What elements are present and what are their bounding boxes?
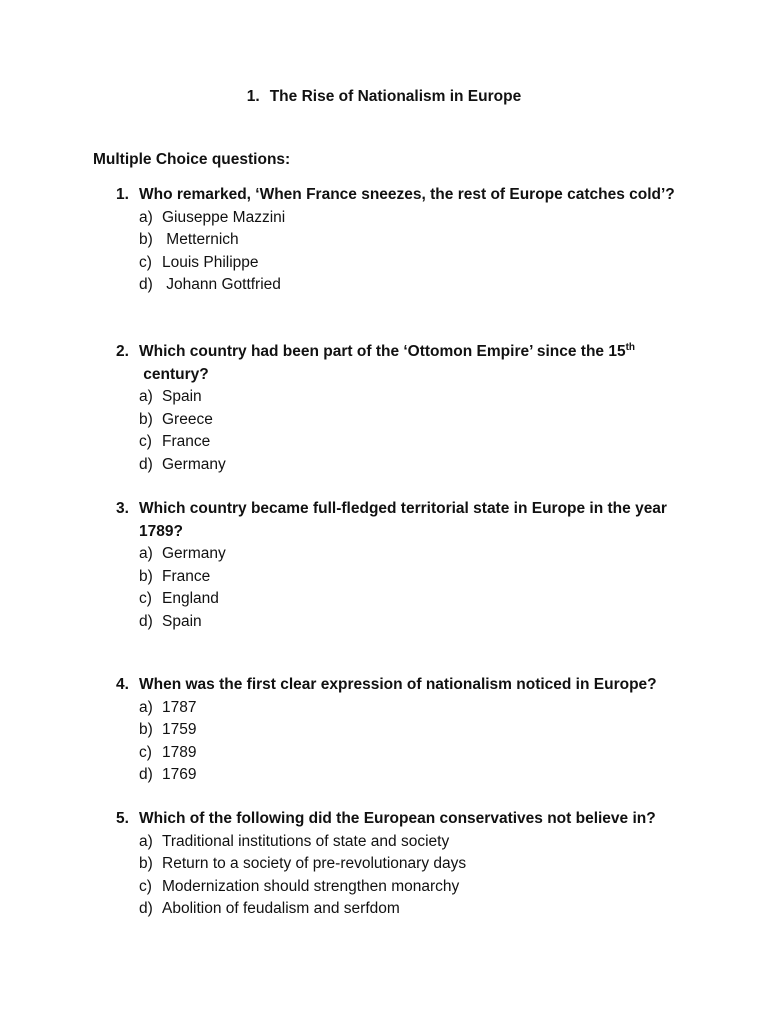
option-text: Germany [162,455,226,473]
question-text [139,341,676,386]
option-letter: d) [139,900,153,917]
question-5 [116,808,676,921]
option-text: Greece [162,410,213,428]
option-letter: d) [139,455,153,473]
option-c [139,431,676,454]
option-a [139,543,676,566]
option-letter: b) [139,855,153,872]
question-text-tail: century? [139,365,209,383]
option-d [139,611,676,634]
option-d [139,274,676,297]
option-d [139,898,676,921]
option-letter: c) [139,433,152,450]
option-d [139,764,676,787]
option-text: Germany [162,545,226,562]
option-a [139,831,676,854]
option-text: 1789 [162,743,197,761]
option-a [139,697,676,720]
option-text: France [162,567,211,585]
option-text: Louis Philippe [162,253,259,271]
option-letter: b) [139,567,153,585]
options-list [139,386,676,476]
title-number: 1. [246,88,260,105]
option-text: Spain [162,612,202,630]
question-3 [116,498,676,633]
option-letter: c) [139,253,152,271]
question-number: 1. [116,186,129,203]
question-number: 3. [116,500,129,517]
option-letter: b) [139,231,153,248]
options-list [139,831,676,921]
option-c [139,876,676,899]
option-text: Metternich [162,231,239,248]
option-letter: a) [139,698,153,716]
option-b [139,566,676,589]
option-letter: d) [139,612,153,630]
option-c [139,252,676,275]
option-letter: a) [139,832,153,850]
option-letter: a) [139,545,153,562]
option-a [139,207,676,230]
question-text-main: Which country had been part of the ‘Ottomon Empire’ since the 15 [139,343,626,360]
option-letter: b) [139,721,153,738]
question-text: Which of the following did the European conservatives not believe in? [139,810,656,827]
option-text: Johann Gottfried [162,276,281,293]
section-heading: Multiple Choice questions: [93,151,291,168]
option-letter: c) [139,590,152,607]
option-text: Abolition of feudalism and serfdom [162,900,400,917]
options-list [139,543,676,633]
option-b [139,853,676,876]
question-2 [116,341,676,476]
option-text: Traditional institutions of state and society [162,832,450,850]
question-number: 2. [116,343,129,360]
ordinal-superscript: th [625,341,636,353]
option-d [139,454,676,477]
question-1 [116,184,676,297]
option-c [139,588,676,611]
option-letter: d) [139,766,153,783]
option-text: 1759 [162,721,197,738]
option-text: England [162,590,219,607]
option-b [139,719,676,742]
option-letter: a) [139,388,153,405]
option-letter: d) [139,276,153,293]
option-text: Modernization should strengthen monarchy [162,877,460,895]
option-letter: c) [139,877,152,895]
option-text: France [162,433,211,450]
option-b [139,409,676,432]
option-b [139,229,676,252]
question-number: 4. [116,676,129,693]
option-text: Spain [162,388,202,405]
question-number: 5. [116,810,129,827]
question-text: Which country became full-fledged territorial state in Europe in the year 1789? [139,500,667,540]
option-c [139,742,676,765]
options-list [139,207,676,297]
option-text: Return to a society of pre-revolutionary days [162,855,467,872]
question-text: When was the first clear expression of nationalism noticed in Europe? [139,676,657,693]
document-title [0,88,768,106]
option-text: 1787 [162,698,197,716]
option-letter: a) [139,208,153,226]
question-text: Who remarked, ‘When France sneezes, the rest of Europe catches cold’? [139,186,675,203]
option-text: Giuseppe Mazzini [162,208,286,226]
options-list [139,697,676,787]
question-4 [116,674,676,787]
option-letter: b) [139,410,153,428]
option-a [139,386,676,409]
title-text: The Rise of Nationalism in Europe [269,88,522,105]
option-letter: c) [139,743,152,761]
option-text: 1769 [162,766,197,783]
